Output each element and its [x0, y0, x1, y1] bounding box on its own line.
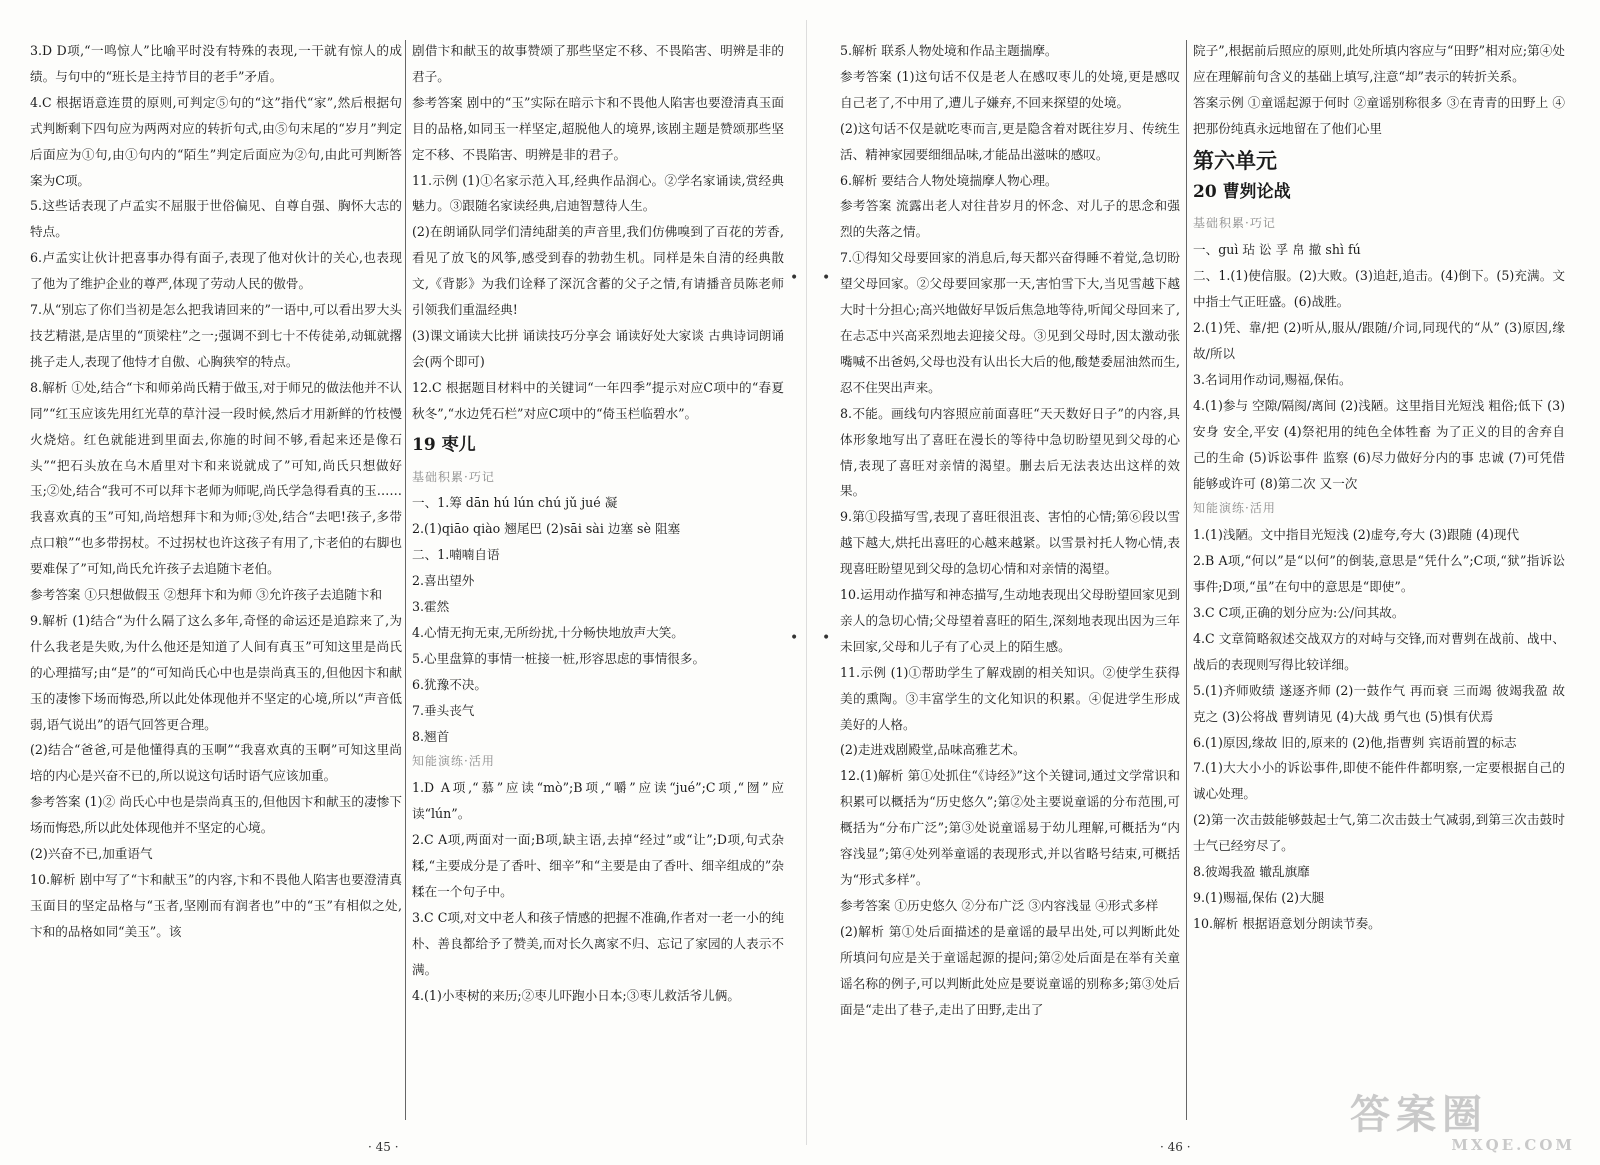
left-page-column-1: [30, 38, 402, 945]
answer-item: 2.B A项,“何以”是“以何”的倒装,意思是“凭什么”;C项,“狱”指诉讼事件;D项,“虽”在句中的意思是“即使”。: [1193, 553, 1565, 595]
answer-item: 3.C C项,对文中老人和孩子情感的把握不准确,作者对一老一小的纯朴、善良都给予了赞美,而对长久离家不归、忘记了家园的人表示不满。: [412, 909, 784, 977]
answer-item: (3)课文诵读大比拼 诵读技巧分享会 诵读好处大家谈 古典诗词朗诵会(两个即可): [412, 327, 784, 369]
answer-item: 6.解析 要结合人物处境揣摩人物心理。: [840, 172, 1058, 188]
answer-item: 4.(1)参与 空隙/隔阂/离间 (2)浅陋。这里指目光短浅 粗俗;低下 (3)安身 安全,平安 (4)祭祀用的纯色全体牲畜 为了正义的目的舍弃自己的生命 (5)诉讼事件 监察 (6)尽力做好分内的事 忠诚 (7)可凭借 能够或许可 (8)第二次 又一次: [1193, 397, 1565, 491]
answer-item: 7.从“别忘了你们当初是怎么把我请回来的”一语中,可以看出罗大头技艺精湛,是店里的“顶梁柱”之一;强调不到七十不传徒弟,动辄就撂挑子走人,表现了他恃才自傲、心胸狭窄的特点。: [30, 302, 402, 369]
answer-item: 11.示例 (1)①名家示范入耳,经典作品润心。②学名家诵读,赏经典魅力。③跟随名家读经典,启迪智慧待人生。: [412, 172, 784, 214]
margin-dot: •: [790, 270, 799, 286]
column-divider: [405, 40, 406, 1120]
answer-item: (2)走进戏剧殿堂,品味高雅艺术。: [840, 742, 1026, 758]
answer-item: 3.名词用作动词,赐福,保佑。: [1193, 371, 1352, 387]
answer-item: 5.心里盘算的事情一桩接一桩,形容思虑的事情很多。: [412, 650, 706, 666]
answer-item: 5.解析 联系人物处境和作品主题揣摩。: [840, 43, 1058, 58]
answer-item: 2.C A项,两面对一面;B项,缺主语,去掉“经过”或“让”;D项,句式杂糅,“主要成分是了香叶、细辛”和“主要是由了香叶、细辛组成的”杂糅在一个句子中。: [412, 832, 784, 899]
answer-item: 二、1.喃喃自语: [412, 547, 500, 563]
lesson-title: 20 曹刿论战: [1193, 181, 1291, 202]
lesson-title: 19 枣儿: [412, 434, 476, 455]
answer-item: 10.运用动作描写和神态描写,生动地表现出父母盼望回家见到亲人的急切心情;父母望着喜旺的陌生,深刻地表现出因为三年未回家,父母和儿子有了心灵上的陌生感。: [840, 587, 1180, 654]
answer-item: 答案示例 ①童谣起源于何时 ②童谣别称很多 ③在青青的田野上 ④把那份纯真永远地留在了他们心里: [1193, 94, 1565, 136]
margin-dot: •: [822, 270, 831, 286]
unit-title: 第六单元: [1193, 147, 1277, 173]
answer-item: 4.心情无拘无束,无所纷扰,十分畅快地放声大笑。: [412, 624, 684, 640]
answer-item: 9.解析 (1)结合“为什么隔了这么多年,奇怪的命运还是追踪来了,为什么我老是失败,为什么他还是知道了人间有真玉”可知这里是尚氏的心理描写;由“是”的“可知尚氏心中也是崇尚真玉的,但他因卞和献玉的凄惨下场而悔恐,所以此处体现他并不坚定的心境,所以“声音低弱,语气说出”的语气回答更合理。: [30, 612, 402, 732]
watermark-logo: [1350, 1091, 1575, 1154]
answer-item: (2)解析 第①处后面描述的是童谣的最早出处,可以判断此处所填问句应是关于童谣起源的提问;第②处后面是在举有关童谣名称的例子,可以判断此处应是要说童谣的别称多;第③处后面是“走出了巷子,走出了田野,走出了: [840, 923, 1180, 1017]
answer-item: 4.C 根据语意连贯的原则,可判定⑤句的“这”指代“家”,然后根据句式判断剩下四句应为两两对应的转折句式,由⑤句末尾的“岁月”判定后面应为①句,由①句内的“陌生”判定后面应为②句,由此可判断答案为C项。: [30, 94, 402, 188]
answer-item: 2.(1)qiāo qiào 翘尾巴 (2)sāi sài 边塞 sè 阻塞: [412, 521, 681, 537]
answer-item: 7.①得知父母要回家的消息后,每天都兴奋得睡不着觉,急切盼望父母回家。②父母要回家那一天,害怕雪下大,当见雪越下越大时十分担心;高兴地做好早饭后焦急地等待,听闻父母回来了,在忐忑中兴高采烈地去迎接父母。③见到父母时,因太激动张嘴喊不出爸妈,父母也没有认出长大后的他,酸楚委屈油然而生,忍不住哭出声来。: [840, 250, 1180, 395]
answer-item: 参考答案 (1)② 尚氏心中也是崇尚真玉的,但他因卞和献玉的凄惨下场而悔恐,所以此处体现他并不坚定的心境。: [30, 794, 402, 836]
answer-item: 参考答案 ①历史悠久 ②分布广泛 ③内容浅显 ④形式多样: [840, 897, 1159, 913]
answer-item: 4.(1)小枣树的来历;②枣儿吓跑小日本;③枣儿救活爷儿俩。: [412, 987, 740, 1003]
answer-item: 8.不能。画线句内容照应前面喜旺“天天数好日子”的内容,具体形象地写出了喜旺在漫长的等待中急切盼望见到父母的心情,表现了喜旺对亲情的渴望。删去后无法表达出这样的效果。: [840, 405, 1180, 499]
answer-item: (2)第一次击鼓能够鼓起士气,第二次击鼓士气减弱,到第三次击鼓时士气已经穷尽了。: [1193, 812, 1565, 854]
answer-item: 12.C 根据题目材料中的关键词“一年四季”提示对应C项中的“春夏秋冬”,“水边凭石栏”对应C项中的“倚玉栏临碧水”。: [412, 379, 784, 421]
answer-item: 5.(1)齐师败绩 遂逐齐师 (2)一鼓作气 再而衰 三而竭 彼竭我盈 故克之 (3)公将战 曹刿请见 (4)大战 勇气也 (5)惧有伏焉: [1193, 682, 1565, 724]
answer-item: 8.解析 ①处,结合“卞和师弟尚氏精于做玉,对于师兄的做法他并不认同”“红玉应该先用红光草的草汁浸一段时候,然后才用新鲜的竹枝慢火烧焙。红色就能进到里面去,你施的时间不够,看起来还是像石头”“把石头放在乌木盾里对卞和来说就成了”可知,尚氏只想做好玉;②处,结合“我可不可以拜卞老师为师呢,尚氏学急得看真的玉……我喜欢真的玉”可知,尚培想拜卞和为师;③处,结合“去吧!孩子,多带点口粮”“也多带拐杖。不过拐杖也许这孩子有用了,卞老伯的右脚也要难保了”可知,尚氏允许孩子去追随卞老伯。: [30, 379, 402, 577]
answer-item: 10.解析 根据语意划分朗读节奏。: [1193, 915, 1381, 931]
answer-item: 一、1.筹 dān hú lún chú jǔ jué 凝: [412, 495, 618, 511]
section-label: 知能演练·活用: [412, 754, 495, 769]
margin-dot: •: [822, 630, 831, 646]
answer-item: 剧借卞和献玉的故事赞颂了那些坚定不移、不畏陷害、明辨是非的君子。: [412, 43, 784, 84]
answer-item: 2.喜出望外: [412, 573, 475, 589]
answer-item: 3.D D项,“一鸣惊人”比喻平时没有特殊的表现,一干就有惊人的成绩。与句中的“班长是主持节目的老手”矛盾。: [30, 43, 402, 84]
answer-item: 2.(1)凭、靠/把 (2)听从,服从/跟随/介词,同现代的“从” (3)原因,缘故/所以: [1193, 320, 1565, 361]
column-divider: [1186, 40, 1187, 1120]
answer-item: 5.这些话表现了卢孟实不屈服于世俗偏见、自尊自强、胸怀大志的特点。: [30, 198, 402, 240]
watermark-text: 答案圈: [1350, 1091, 1488, 1138]
watermark-url: MXQE.COM: [1451, 1136, 1575, 1154]
answer-item: 一、guì 玷 讼 孚 帛 撤 shì fú: [1193, 242, 1361, 258]
answer-item: 参考答案 剧中的“玉”实际在暗示卞和不畏他人陷害也要澄清真玉面目的品格,如同玉一样坚定,超脱他人的境界,该剧主题是赞颂那些坚定不移、不畏陷害、明辨是非的君子。: [412, 94, 784, 162]
answer-item: 参考答案 (1)这句话不仅是老人在感叹枣儿的处境,更是感叹自己老了,不中用了,遭儿子嫌弃,不回来探望的处境。: [840, 68, 1180, 110]
right-page-column-2: [1193, 38, 1565, 937]
answer-item: 参考答案 流露出老人对往昔岁月的怀念、对儿子的思念和强烈的失落之情。: [840, 198, 1180, 240]
answer-item: (2)结合“爸爸,可是他懂得真的玉啊”“我喜欢真的玉啊”可知这里尚培的内心是兴奋不已的,所以说这句话时语气应该加重。: [30, 742, 402, 784]
answer-item: 3.霍然: [412, 599, 450, 615]
section-label: 基础积累·巧记: [1193, 216, 1276, 231]
answer-item: 参考答案 ①只想做假玉 ②想拜卞和为师 ③允许孩子去追随卞和: [30, 587, 383, 603]
answer-item: (2)在朗诵队同学们清纯甜美的声音里,我们仿佛嗅到了百花的芳香,看见了放飞的风筝,感受到春的勃勃生机。同样是朱自清的经典散文,《背影》为我们诠释了深沉含蓄的父子之情,有请播音员陈老师引领我们重温经典!: [412, 224, 784, 318]
answer-item: 6.(1)原因,缘故 旧的,原来的 (2)他,指曹刿 宾语前置的标志: [1193, 734, 1517, 750]
answer-item: 4.C 文章简略叙述交战双方的对峙与交锋,而对曹刿在战前、战中、战后的表现则写得比较详细。: [1193, 630, 1565, 672]
margin-dot: •: [790, 630, 799, 646]
answer-item: 二、1.(1)使信服。(2)大败。(3)追赶,追击。(4)倒下。(5)充满。文中指士气正旺盛。(6)战胜。: [1193, 268, 1565, 310]
page-number-left: · 45 ·: [368, 1140, 399, 1154]
answer-item: 10.解析 剧中写了“卞和献玉”的内容,卞和不畏他人陷害也要澄清真玉面目的坚定品格与“玉者,坚刚而有润者也”中的“玉”有相似之处,卞和的品格如同“美玉”。该: [30, 872, 402, 939]
answer-item: 9.第①段描写雪,表现了喜旺很沮丧、害怕的心情;第⑥段以雪越下越大,烘托出喜旺的心越来越紧。以雪景衬托人物心情,表现喜旺盼望见到父母的急切心情和对亲情的渴望。: [840, 509, 1180, 577]
answer-item: 7.垂头丧气: [412, 702, 475, 718]
page-number-right: · 46 ·: [1160, 1140, 1191, 1154]
answer-item: 6.卢孟实让伙计把喜事办得有面子,表现了他对伙计的关心,也表现了他为了维护企业的尊严,体现了劳动人民的傲骨。: [30, 250, 402, 292]
answer-item: 1.(1)浅陋。文中指目光短浅 (2)虚夸,夸大 (3)跟随 (4)现代: [1193, 527, 1520, 543]
answer-item: 11.示例 (1)①帮助学生了解戏剧的相关知识。②使学生获得美的熏陶。③丰富学生的文化知识的积累。④促进学生形成美好的人格。: [840, 664, 1180, 732]
answer-item: 12.(1)解析 第①处抓住“《诗经》”这个关键词,通过文学常识和积累可以概括为“历史悠久”;第②处主要说童谣的分布范围,可概括为“分布广泛”;第③处说童谣易于幼儿理解,可概括为“内容浅显”;第④处列举童谣的表现形式,并以省略号结束,可概括为“形式多样”。: [840, 768, 1180, 887]
answer-item: 8.彼竭我盈 辙乱旗靡: [1193, 864, 1310, 880]
answer-item: (2)兴奋不已,加重语气: [30, 846, 153, 862]
answer-item: 6.犹豫不决。: [412, 676, 487, 692]
answer-item: 1.D A项,“慕”应读“mò”;B项,“嚼”应读“jué”;C项,“囫”应读“lún”。: [412, 780, 784, 822]
answer-item: (2)这句话不仅是就吃枣而言,更是隐含着对既往岁月、传统生活、精神家园要细细品味,才能品出滋味的感叹。: [840, 120, 1180, 162]
right-page-column-1: [840, 38, 1180, 1022]
section-label: 知能演练·活用: [1193, 501, 1276, 516]
answer-item: 院子”,根据前后照应的原则,此处所填内容应与“田野”相对应;第④处应在理解前句含义的基础上填写,注意“却”表示的转折关系。: [1193, 43, 1565, 84]
left-page-column-2: [412, 38, 784, 1009]
page-gutter: [806, 20, 807, 1145]
answer-item: 9.(1)赐福,保佑 (2)大腿: [1193, 890, 1325, 905]
section-label: 基础积累·巧记: [412, 469, 495, 484]
answer-item: 7.(1)大大小小的诉讼事件,即使不能件件都明察,一定要根据自己的诚心处理。: [1193, 760, 1565, 802]
answer-item: 8.翘首: [412, 728, 450, 744]
answer-item: 3.C C项,正确的划分应为:公/问其故。: [1193, 605, 1405, 621]
